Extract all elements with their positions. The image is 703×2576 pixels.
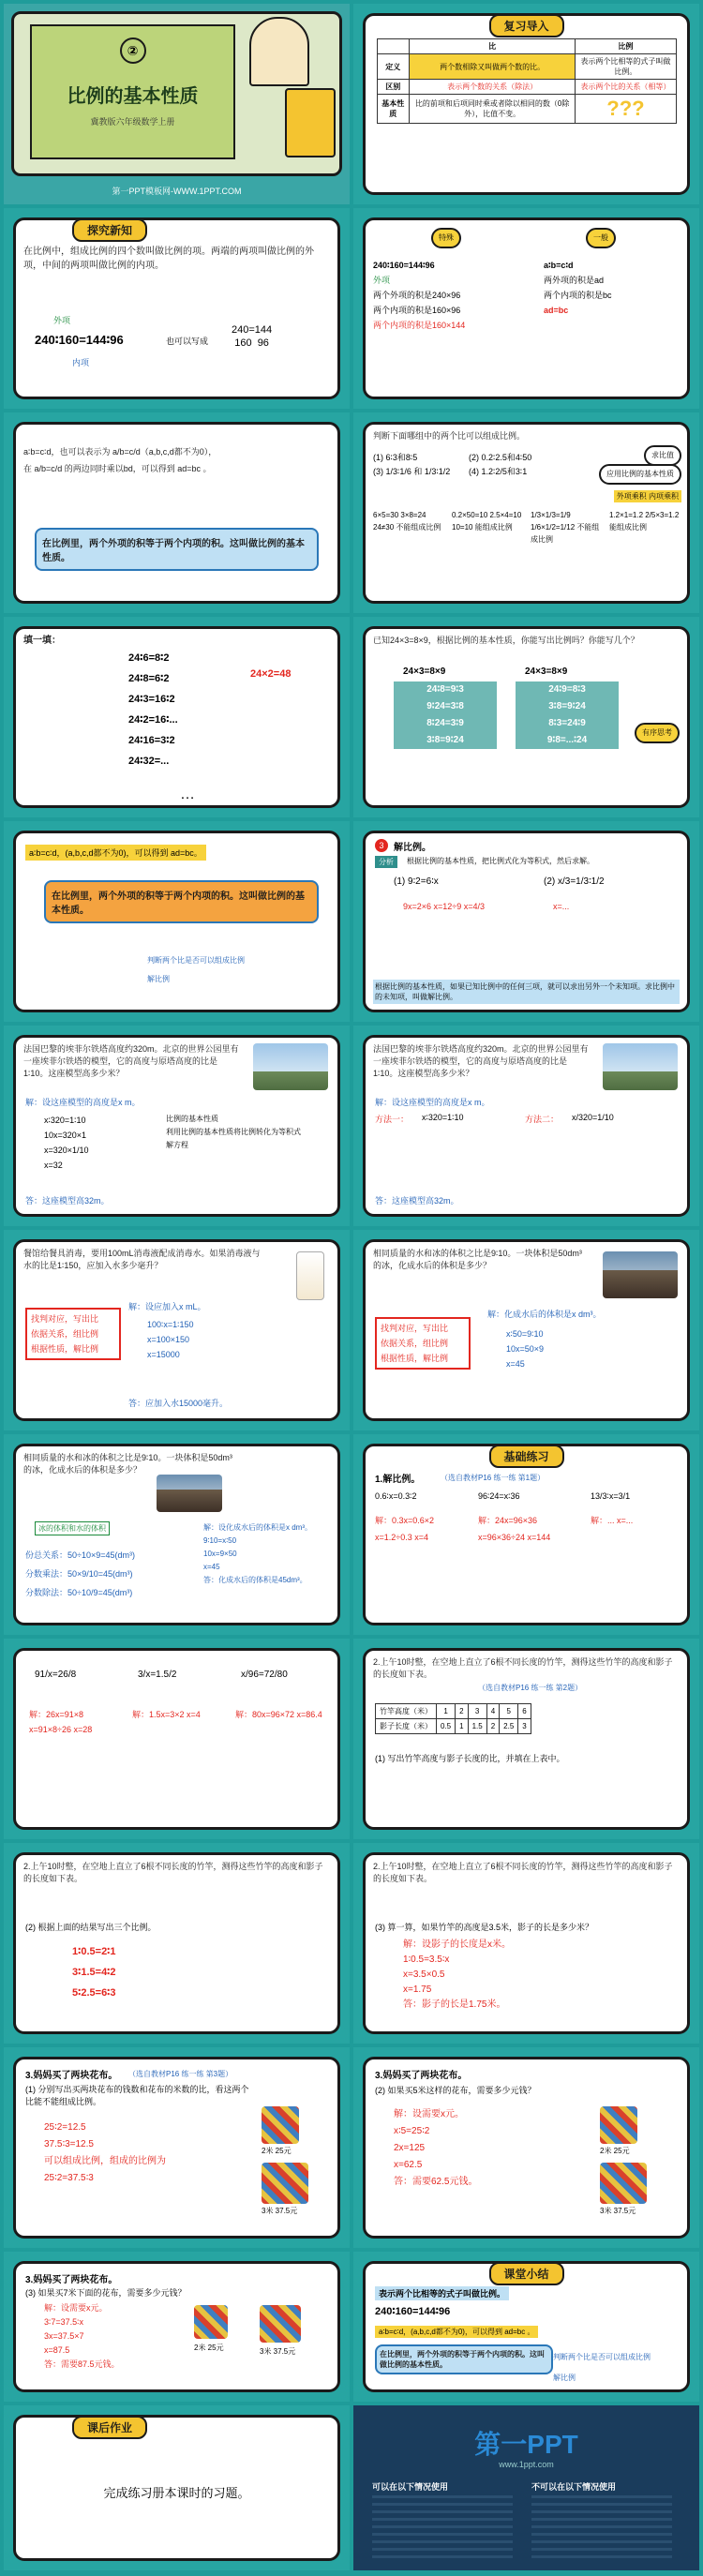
solution-1: 解：0.3x=0.6×2 x=1.2÷0.3 x=4 [375, 1516, 435, 1542]
q1: (1) 6∶3和8∶5 [373, 453, 418, 462]
slide-4 [353, 208, 699, 409]
solution-intro: 解：设需要x元。 [44, 2303, 108, 2313]
calculator-icon [285, 88, 336, 157]
slide-26 [353, 2405, 699, 2570]
formula-line: a∶b=c∶d，(a,b,c,d都不为0)，可以得到 ad=bc。 [25, 845, 206, 861]
step: 根据性质，解比例 [381, 1354, 449, 1363]
equation: 3∶7=37.5∶x [44, 2317, 83, 2327]
cell: 0.5 [437, 1719, 456, 1734]
special-inner-product-2: 两个内项的积是160×144 [373, 321, 466, 330]
brand-url: www.1ppt.com [499, 2460, 554, 2469]
eiffel-tower-photo [603, 1043, 678, 1090]
slide-12 [353, 1026, 699, 1226]
slide-1 [4, 4, 350, 204]
line-1: a∶b=c∶d，也可以表示为 a/b=c/d（a,b,c,d都不为0）， [23, 447, 217, 457]
ratio-table [377, 38, 677, 124]
tip-ratio: 求比值 [644, 445, 681, 466]
proportion-item: 9∶24=3∶8 [426, 701, 464, 711]
slide-20 [353, 1843, 699, 2044]
header-2: 24×3=8×9 [525, 666, 568, 677]
cell: 3 [468, 1704, 486, 1719]
solution-3: 解：80x=96×72 x=86.4 [235, 1710, 322, 1719]
slide-13 [4, 1230, 350, 1430]
proportion-item: 24∶9=8∶3 [548, 684, 586, 695]
special-outer-product: 两个外项的积是240×96 [373, 291, 461, 300]
cell: 1.5 [468, 1719, 486, 1734]
answer: 答：化成水后的体积是45dm³。 [203, 1576, 307, 1584]
equation: 10x=320×1 [44, 1131, 87, 1140]
frac-a: 240 [232, 324, 249, 336]
slide-7 [4, 617, 350, 817]
analysis-note: 根据比例的基本性质，把比例式化为等积式，然后求解。 [407, 857, 594, 865]
slide-25 [4, 2405, 350, 2570]
answer: 答：这座模型高32m。 [25, 1196, 110, 1206]
fabric-2-label: 3米 37.5元 [600, 2207, 636, 2215]
exercise-title: 1.解比例。 [375, 1475, 421, 1485]
badge-special: 特殊 [431, 228, 461, 248]
lesson-subtitle: 冀教版六年级数学上册 [90, 117, 175, 127]
lesson-title: 比例的基本性质 [67, 86, 199, 107]
slide-8 [353, 617, 699, 817]
equation: x=100×150 [147, 1335, 190, 1344]
cell: 4 [486, 1704, 499, 1719]
q3: (3) 1/3∶1/6 和 1/3∶1/2 [373, 467, 451, 476]
special-outer: 外项 [373, 276, 391, 285]
slide-11 [4, 1026, 350, 1226]
sub-question: (3) 算一算，如果竹竿的高度是3.5米，影子的长是多少米？ [375, 1923, 594, 1932]
row-definition: 定义 [377, 54, 409, 80]
badge-general: 一般 [586, 228, 616, 248]
note-judge: 判断两个比是否可以组成比例 [553, 2353, 651, 2361]
product-hint: 24×2=48 [250, 668, 292, 680]
ice-photo [603, 1251, 678, 1298]
proportion-item: 3∶8=9∶24 [426, 735, 464, 745]
method-note: 比例的基本性质 [166, 1115, 218, 1123]
equation: x=62.5 [394, 2160, 423, 2170]
equation: 25∶2=37.5∶3 [44, 2173, 94, 2183]
sub-question: (3) 如果买7米下面的花布，需要多少元钱？ [25, 2288, 187, 2298]
note-solve: 解比例 [553, 2374, 576, 2382]
fill-row: 24∶8=6∶2 [128, 673, 170, 684]
fraction-form: 240=144 160 96 [232, 324, 273, 349]
solution-2: 解：1.5x=3×2 x=4 [132, 1710, 201, 1719]
rule-box: 在比例里，两个外项的积等于两个内项的积。这叫做比例的基本性质。 [375, 2344, 553, 2374]
proportion-item: 8∶24=3∶9 [426, 718, 464, 728]
analysis-tag: 分析 [375, 856, 397, 868]
solution-intro: 解：设应加入x mL。 [128, 1302, 206, 1311]
solution-2: 解：24x=96×36 x=96×36÷24 x=144 [478, 1516, 551, 1542]
slide-22 [353, 2047, 699, 2248]
answer-proportion: 5∶2.5=6∶3 [72, 1987, 116, 1999]
answer-1: 6×5=30 3×8=24 24≠30 不能组成比例 [373, 511, 441, 532]
section-tag: 课堂小结 [488, 2262, 563, 2285]
slide-5 [4, 412, 350, 613]
question: 法国巴黎的埃菲尔铁塔高度约320m。北京的世界公园里有一座埃菲尔铁塔的模型，它的高度与原塔高度的比是1∶10。这座模型高多少米？ [373, 1044, 589, 1078]
note: 冰的体积和水的体积 [35, 1521, 110, 1535]
fabric-2 [260, 2305, 301, 2343]
method-2: 方法二： [525, 1115, 560, 1124]
definition: 表示两个比相等的式子叫做比例。 [375, 2286, 509, 2300]
cell: 2.5 [500, 1719, 518, 1734]
slide-6 [353, 412, 699, 613]
solution-intro: 解：化成水后的体积是x dm³。 [487, 1310, 602, 1319]
problem-2: (2) x/3=1/3∶1/2 [544, 876, 605, 887]
answer: 答：需要62.5元钱。 [394, 2177, 478, 2187]
header-height: 竹竿高度（米） [376, 1704, 437, 1719]
sub-question: (2) 根据上面的结果写出三个比例。 [25, 1923, 157, 1932]
example: 240∶160=144∶96 [375, 2306, 451, 2317]
equation: x=3.5×0.5 [403, 1969, 445, 1980]
problem-1: 91/x=26/8 [35, 1670, 77, 1680]
section-tag: 探究新知 [72, 218, 147, 242]
equation: x=32 [44, 1161, 63, 1170]
slide-15 [4, 1434, 350, 1635]
q2: (2) 0.2∶2.5和4∶50 [469, 453, 532, 462]
header-1: 24×3=8×9 [403, 666, 446, 677]
conclusion: 可以组成比例，组成的比例为 [44, 2156, 166, 2166]
problem-2: 3/x=1.5/2 [138, 1670, 177, 1680]
proportion-item: 9∶8=...∶24 [546, 735, 588, 745]
equation: 10x=9×50 [203, 1550, 237, 1558]
answer-proportion: 3∶1.5=4∶2 [72, 1967, 116, 1978]
fabric-1-label: 2米 25元 [194, 2344, 224, 2352]
eiffel-tower-photo [253, 1043, 328, 1090]
slide-16 [353, 1434, 699, 1635]
col-proportion: 比例 [576, 39, 676, 54]
equation: x∶50=9∶10 [506, 1329, 544, 1339]
cell: 3 [518, 1719, 531, 1734]
solution-intro: 解：设这座模型的高度是x m。 [25, 1098, 141, 1107]
cell: 1 [456, 1719, 468, 1734]
diff-proportion: 表示两个比的关系（相等） [576, 80, 676, 95]
slide-10 [353, 821, 699, 1022]
step: 依据关系，组比例 [381, 1339, 449, 1348]
answer: 答：影子的长是1.75米。 [403, 1999, 506, 2010]
slide-2 [353, 4, 699, 204]
fill-title: 填一填： [23, 636, 61, 646]
equation: 37.5∶3=12.5 [44, 2139, 94, 2149]
special-column [373, 258, 523, 333]
footer-url: 第一PPT模板网-WWW.1PPT.COM [112, 187, 242, 196]
fabric-1-label: 2米 25元 [600, 2147, 630, 2155]
clock-icon [249, 17, 309, 86]
step-number: 3 [375, 839, 388, 852]
fill-row: 24∶2=16∶... [128, 714, 178, 726]
row-property: 基本性质 [377, 95, 409, 124]
tip-property: 应用比例的基本性质 [599, 464, 681, 485]
cell: 6 [518, 1704, 531, 1719]
conclusion: 根据比例的基本性质，如果已知比例中的任何三项，就可以求出另外一个未知项。求比例中的未知项，叫做解比例。 [373, 980, 680, 1004]
method-1: 方法一： [375, 1115, 410, 1124]
method-note: 利用比例的基本性质将比例转化为等积式 [166, 1128, 301, 1136]
slide-21 [4, 2047, 350, 2248]
equation: x=320×1/10 [44, 1146, 89, 1155]
outer-label: 外项 [53, 316, 71, 325]
answer-4: 1.2×1=1.2 2/5×3=1.2 能组成比例 [609, 511, 680, 532]
section-tag: 基础练习 [488, 1445, 563, 1468]
fabric-2-label: 3米 37.5元 [262, 2207, 298, 2215]
step: 根据性质，解比例 [31, 1344, 99, 1354]
special-expr: 240∶160=144∶96 [373, 261, 435, 270]
fabric-2-label: 3米 37.5元 [260, 2347, 296, 2356]
problem-3: x/96=72/80 [241, 1670, 288, 1680]
slide-19 [4, 1843, 350, 2044]
equation: x=1.75 [403, 1984, 432, 1995]
exercise-title: 3.妈妈买了两块花布。 [25, 2275, 118, 2285]
cell: 1 [437, 1704, 456, 1719]
problem-3: 13/3∶x=3/1 [591, 1491, 631, 1501]
col-ratio: 比 [409, 39, 575, 54]
line-2: 在 a/b=c/d 的两边同时乘以bd，可以得到 ad=bc 。 [23, 464, 212, 473]
equation: x=15000 [147, 1350, 180, 1359]
exercise-title: 3.妈妈买了两块花布。 [375, 2071, 468, 2081]
problem-1: (1) 9∶2=6∶x [394, 876, 439, 887]
frac-c: 144 [254, 324, 273, 336]
question: 相同质量的水和冰的体积之比是9∶10。一块体积是50dm³的冰，化成水后的体积是多少？ [23, 1453, 232, 1475]
prop-ratio: 比的前项和后项同时乘或者除以相同的数（0除外），比值不变。 [409, 95, 575, 124]
sub-question: (2) 如果买5米这样的花布，需要多少元钱？ [375, 2086, 536, 2095]
slide-24 [353, 2252, 699, 2402]
header-shadow: 影子长度（米） [376, 1719, 437, 1734]
slide-14 [353, 1230, 699, 1430]
also-written: 也可以写成 [166, 337, 209, 346]
product-label: 外项乘积 内项乘积 [614, 490, 681, 502]
slide-23 [4, 2252, 350, 2402]
equation: 25∶2=12.5 [44, 2122, 86, 2133]
bamboo-table [375, 1703, 531, 1734]
problem-2: 96∶24=x∶36 [478, 1491, 520, 1501]
cannot-use-heading: 不可以在以下情况使用 [531, 2482, 617, 2492]
general-column [544, 258, 684, 318]
ellipsis: … [180, 786, 195, 802]
q4: (4) 1.2∶2/5和3∶1 [469, 467, 528, 476]
answer-proportion: 1∶0.5=2∶1 [72, 1946, 116, 1957]
intro-text: 在比例中，组成比例的四个数叫做比例的项。两端的两项叫做比例的外项，中间的两项叫做比例的内项。 [23, 247, 314, 271]
step-title: 解比例。 [394, 843, 431, 853]
fill-row: 24∶16=3∶2 [128, 735, 175, 746]
fabric-1-label: 2米 25元 [262, 2147, 292, 2155]
solution-intro: 解：设这座模型的高度是x m。 [375, 1098, 490, 1107]
answer-3: 1/3×1/3=1/9 1/6×1/2=1/12 不能组成比例 [531, 511, 600, 544]
proportion-item: 24∶8=9∶3 [426, 684, 464, 695]
general-inner-product: 两个内项的积是bc [544, 291, 612, 300]
section-tag: 复习导入 [488, 14, 563, 37]
method-2-eq: x/320=1/10 [572, 1113, 614, 1122]
method: 分数乘法：50×9/10=45(dm³) [25, 1569, 133, 1579]
method-1-eq: x∶320=1∶10 [422, 1113, 464, 1122]
equation: 100∶x=1∶150 [147, 1320, 194, 1329]
general-expr: a∶b=c∶d [544, 261, 574, 270]
fabric-1 [600, 2106, 637, 2144]
solution-2: x=... [553, 902, 570, 911]
equation: x=87.5 [44, 2345, 70, 2355]
question-marks: ??? [576, 95, 676, 124]
brand-logo: 第一PPT [474, 2430, 578, 2459]
slide-9 [4, 821, 350, 1022]
equation: 3x=37.5×7 [44, 2331, 84, 2341]
solution-intro: 解：设影子的长度是x米。 [403, 1939, 511, 1950]
method-note: 解方程 [166, 1141, 188, 1149]
general-equation: ad=bc [544, 306, 569, 315]
special-inner-product: 两个内项的积是160×96 [373, 306, 461, 315]
note-solve: 解比例 [147, 975, 170, 983]
rule-box: 在比例里，两个外项的积等于两个内项的积。这叫做比例的基本性质。 [35, 528, 319, 571]
proportion-item: 8∶3=24∶9 [548, 718, 586, 728]
fill-row: 24∶3=16∶2 [128, 694, 175, 705]
frac-d: 96 [257, 337, 269, 349]
fabric-1 [262, 2106, 299, 2144]
def-proportion: 表示两个比相等的式子叫做比例。 [576, 54, 676, 80]
answer-2: 0.2×50=10 2.5×4=10 10=10 能组成比例 [452, 511, 522, 532]
equation: 1∶0.5=3.5∶x [403, 1954, 450, 1965]
terms-list-2 [531, 2495, 672, 2561]
equation: x∶5=25∶2 [394, 2126, 430, 2136]
sub-question: (1) 写出竹竿高度与影子长度的比，并填在上表中。 [375, 1754, 565, 1763]
source: （选自教材P16 练一练 第2题） [478, 1684, 583, 1692]
equation: 9∶10=x∶50 [203, 1536, 237, 1545]
equation: x=45 [506, 1359, 525, 1369]
general-outer-product: 两外项的积是ad [544, 276, 605, 285]
equation: x=45 [203, 1563, 220, 1571]
method: 分数除法：50÷10/9=45(dm³) [25, 1588, 133, 1597]
source: （选自教材P16 练一练 第1题） [441, 1474, 546, 1482]
source: （选自教材P16 练一练 第3题） [128, 2070, 233, 2078]
row-difference: 区别 [377, 80, 409, 95]
solution-intro: 解：设化成水后的体积是x dm³。 [203, 1523, 312, 1532]
frac-b: 160 [234, 337, 252, 349]
question: 法国巴黎的埃菲尔铁塔高度约320m。北京的世界公园里有一座埃菲尔铁塔的模型，它的高度与原塔高度的比是1∶10。这座模型高多少米？ [23, 1044, 239, 1078]
fabric-2 [262, 2163, 308, 2204]
answer: 答：应加入水15000毫升。 [128, 1399, 229, 1408]
homework-text: 完成练习册本课时的习题。 [103, 2486, 250, 2500]
rule-box: 在比例里，两个外项的积等于两个内项的积。这叫做比例的基本性质。 [44, 880, 319, 923]
answer: 答：需要87.5元钱。 [44, 2359, 120, 2369]
bottle-icon [296, 1251, 324, 1300]
exercise-title: 3.妈妈买了两块花布。 [25, 2071, 118, 2081]
fill-row: 24∶32=... [128, 756, 170, 767]
exercise-text: 2.上午10时整，在空地上直立了6根不同长度的竹竿，测得这些竹竿的高度和影子的长度如下表。 [23, 1862, 323, 1883]
equation: 10x=50×9 [506, 1344, 545, 1354]
tip-badge: 有序思考 [635, 723, 680, 743]
section-tag: 课后作业 [72, 2416, 147, 2439]
inner-label: 内项 [72, 358, 90, 367]
formula: a∶b=c∶d，(a,b,c,d都不为0)，可以得到 ad=bc 。 [375, 2326, 538, 2338]
diff-ratio: 表示两个数的关系（除法） [409, 80, 575, 95]
slide-17 [4, 1639, 350, 1839]
proportion-expression: 240∶160=144∶96 [35, 333, 124, 347]
chalkboard [30, 24, 235, 159]
lesson-number: ② [120, 37, 146, 64]
equation: 2x=125 [394, 2143, 426, 2153]
step: 找判对应，写出比 [31, 1314, 99, 1324]
can-use-heading: 可以在以下情况使用 [372, 2482, 449, 2492]
method: 份总关系：50÷10×9=45(dm³) [25, 1550, 135, 1560]
solution-3: 解：... x=... [591, 1516, 634, 1525]
cell: 5 [500, 1704, 518, 1719]
def-ratio: 两个数相除又叫做两个数的比。 [409, 54, 575, 80]
slide-3 [4, 208, 350, 409]
solution-1: 9x=2×6 x=12÷9 x=4/3 [403, 902, 486, 911]
fabric-2 [600, 2163, 647, 2204]
note-judge: 判断两个比是否可以组成比例 [147, 956, 245, 965]
exercise-text: 2.上午10时整，在空地上直立了6根不同长度的竹竿，测得这些竹竿的高度和影子的长度如下表。 [373, 1657, 673, 1679]
solution-intro: 解：设需要x元。 [394, 2109, 464, 2119]
cell: 2 [486, 1719, 499, 1734]
fill-row: 24∶6=8∶2 [128, 652, 170, 664]
question: 餐馆给餐具消毒，要用100mL消毒液配成消毒水。如果消毒液与水的比是1∶150，应加入水多少毫升？ [23, 1249, 261, 1270]
proportion-item: 3∶8=9∶24 [548, 701, 586, 711]
question: 已知24×3=8×9，根据比例的基本性质，你能写出比例吗？你能写几个？ [373, 636, 639, 645]
terms-list-1 [372, 2495, 513, 2561]
solution-1: 解：26x=91×8 x=91×8÷26 x=28 [29, 1710, 93, 1734]
judge-title: 判断下面哪组中的两个比可以组成比例。 [373, 431, 526, 441]
exercise-text: 2.上午10时整，在空地上直立了6根不同长度的竹竿，测得这些竹竿的高度和影子的长度如下表。 [373, 1862, 673, 1883]
sub-question: (1) 分别写出买两块花布的钱数和花布的米数的比，看这两个比能不能组成比例。 [25, 2085, 249, 2106]
step: 依据关系，组比例 [31, 1329, 99, 1339]
slide-18 [353, 1639, 699, 1839]
cell: 2 [456, 1704, 468, 1719]
question: 相同质量的水和冰的体积之比是9∶10。一块体积是50dm³的冰，化成水后的体积是多少？ [373, 1249, 582, 1270]
step: 找判对应，写出比 [381, 1324, 449, 1333]
fabric-1 [194, 2305, 228, 2339]
problem-1: 0.6∶x=0.3∶2 [375, 1491, 417, 1501]
ice-photo [157, 1475, 222, 1512]
equation: x∶320=1∶10 [44, 1116, 86, 1125]
answer: 答：这座模型高32m。 [375, 1196, 459, 1206]
